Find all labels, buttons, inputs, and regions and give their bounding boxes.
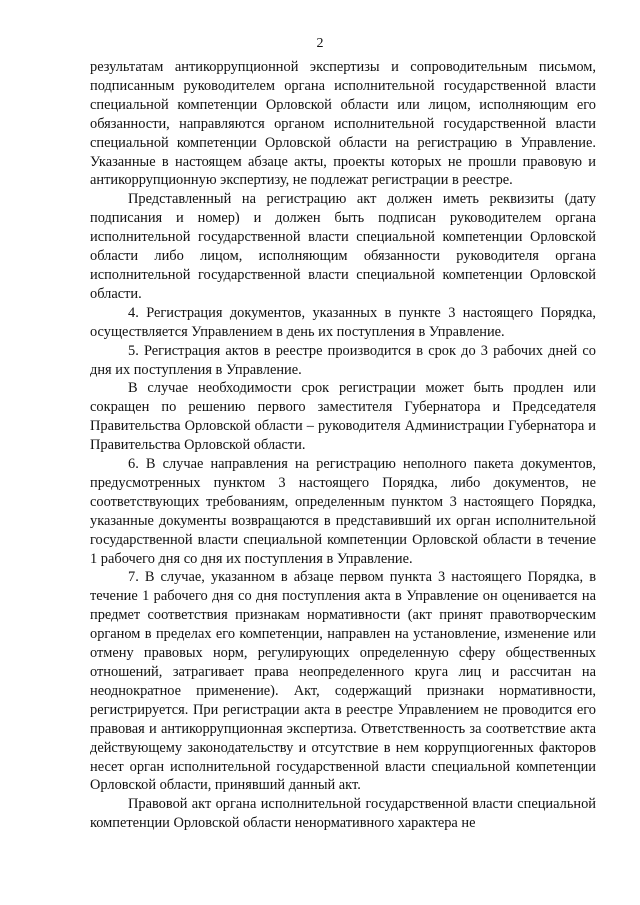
- paragraph-1: результатам антикоррупционной экспертизы и сопроводительным письмом, подписанным руководителем органа исполнительной государственной власти специальной компетенции Орловской области или лицом, исполняющим его обязанности, направляются органом исполнительной государственной власти специальной компетенции Орловской области на регистрацию в Управление. Указанные в настоящем абзаце акты, проекты которых не прошли правовую и антикоррупционную экспертизу, не подлежат регистрации в реестре.: [90, 59, 596, 189]
- paragraph-8: Правовой акт органа исполнительной государственной власти специальной компетенции Орловской области ненормативного характера не: [90, 796, 596, 832]
- page-number: 2: [316, 36, 324, 51]
- paragraph-6: 6. В случае направления на регистрацию неполного пакета документов, предусмотренных пунктом 3 настоящего Порядка, либо документов, не соответствующих требованиям, определенным пунктом 3 настоящего Порядка, указанные документы возвращаются в представивший их орган исполнительной государственной власти специальной компетенции Орловской области в течение 1 рабочего дня со дня их поступления в Управление.: [90, 456, 596, 567]
- paragraph-5: В случае необходимости срок регистрации может быть продлен или сокращен по решению первого заместителя Губернатора и Председателя Правительства Орловской области – руководителя Администрации Губернатора и Правительства Орловской области.: [90, 380, 596, 454]
- document-body: [90, 58, 596, 833]
- paragraph-7: 7. В случае, указанном в абзаце первом пункта 3 настоящего Порядка, в течение 1 рабочего дня со дня поступления акта в Управление он оценивается на предмет соответствия признакам нормативности (акт принят правотворческим органом в пределах его компетенции, направлен на установление, изменение или отмену правовых норм, регулирующих определенную сферу общественных отношений, затрагивает права неопределенного круга лиц и рассчитан на неоднократное применение). Акт, содержащий признаки нормативности, регистрируется. При регистрации акта в реестре Управлением не проводится его правовая и антикоррупционная экспертиза. Ответственность за соответствие акта действующему законодательству и отсутствие в нем коррупциогенных факторов несет орган исполнительной государственной власти специальной компетенции Орловской области, принявший данный акт.: [90, 569, 596, 794]
- paragraph-2: Представленный на регистрацию акт должен иметь реквизиты (дату подписания и номер) и должен быть подписан руководителем органа исполнительной государственной власти специальной компетенции Орловской области либо лицом, исполняющим обязанности руководителя органа исполнительной государственной власти специальной компетенции Орловской области.: [90, 191, 596, 302]
- paragraph-4: 5. Регистрация актов в реестре производится в срок до 3 рабочих дней со дня их поступления в Управление.: [90, 342, 596, 378]
- paragraph-3: 4. Регистрация документов, указанных в пункте 3 настоящего Порядка, осуществляется Управлением в день их поступления в Управление.: [90, 304, 596, 340]
